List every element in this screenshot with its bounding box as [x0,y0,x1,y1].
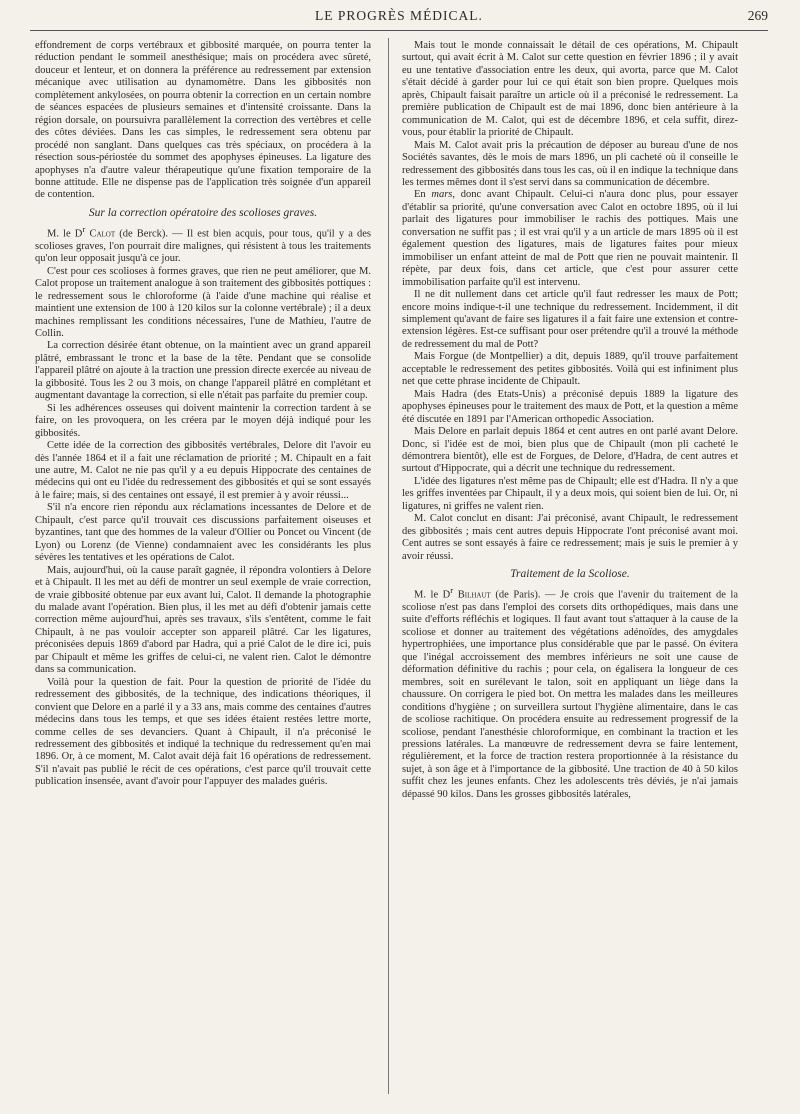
paragraph-text: (de Paris). — Je crois que l'avenir du traitement de la scoliose n'est pas dans l'emploi des corsets dits orthopédiques, mais dans une suite d'efforts réfléchis et logiques. Il faut avant tout s'attaquer à la cause de la scoliose et donner au traitement des végétations adénoïdes, des amygdales hypertrophiées, une importance plus considérable que par le passé. On évitera que l'inégal accroissement des membres inférieurs ne soit une cause de déformation définitive du rachis ; pour cela, on égalisera la longueur de ces membres, soit en surélevant le talon, soit en appliquant un liège dans la chaussure. On corrigera le pied bot. On mettra les malades dans les meilleures conditions d'hygiène ; on surveillera surtout l'hygiène alimentaire, dans le cas de scoliose rachitique. On procédera ensuite au redressement progressif de la scoliose, pendant l'anesthésie chloroformique, en combinant la traction et les pressions latérales. La manœuvre de redressement devra se faire lentement, régulièrement, et la force de traction restera proportionnée à la résistance du sujet, à son âge et à l'importance de la gibbosité. Une traction de 40 à 50 kilos suffit chez les jeunes enfants. Chez les adolescents très déviés, je n'ai jamais dépassé 90 kilos. Dans les grosses gibbosités latérales, [402,589,739,800]
paragraph-text: (de Berck). — Il est bien acquis, pour tous, qu'il y a des scolioses graves, l'on pourrait dire malignes, qui résistent à tous les traitements qu'on leur opposait jusqu'à ce jour. [35,228,372,265]
paragraph: Si les adhérences osseuses qui doivent maintenir la correction tardent à se faire, on les provoquera, on les créera par le moyen déjà indiqué pour les gibbosités. [35,402,371,439]
paragraph: M. Calot conclut en disant: J'ai préconisé, avant Chipault, le redressement des gibbosités ; mais cent autres depuis Hippocrate l'ont préconisé avant moi. Cent autres se sont essayés à faire ce redressement; mais je suis le premier à y avoir réussi. [402,513,738,562]
title-superscript: r [450,585,454,596]
paragraph: Mais M. Calot avait pris la précaution de déposer au bureau d'une de nos Sociétés savantes, dès le mois de mars 1896, un pli cacheté où il conseille le redressement des gibbosités dans tous les cas, où il en indique la technique dans les termes mêmes dont il s'est servi dans sa communication de décembre. [402,139,738,188]
paragraph-text: En [414,189,432,201]
speaker-name: Calot [89,228,116,240]
section-heading: Traitement de la Scoliose. [510,568,630,581]
paragraph [402,189,738,289]
paragraph [402,584,738,801]
paragraph: Mais Hadra (des Etats-Unis) a préconisé depuis 1889 la ligature des apophyses épineuses pour le traitement des maux de Pott, et la question a même été discutée en 1891 par l'American orthopedic Association. [402,388,738,425]
paragraph: S'il n'a encore rien répondu aux réclamations incessantes de Delore et de Chipault, c'est parce qu'il trouvait ces discussions parfaitement oiseuses et byzantines, tant que des hommes de la valeur d'Ollier ou Poncet ou Vincent (de Lyon) ou Lorenz (de Vienne) condamnaient avec les considérants les plus sévères les tentatives et les opérations de Calot. [35,502,371,564]
speaker-title: M. le D [414,589,451,601]
paragraph: Mais tout le monde connaissait le détail de ces opérations, M. Chipault surtout, qui avait écrit à M. Calot sur cette question en février 1896 ; il y avait eu une tentative d'association entre les deux, qui avorta, parce que M. Calot s'était décidé à garder pour lui ce qui était son bien propre. Quelques mois après, Chipault faisait paraître un article où il a préconisé le redressement. La première publication de Chipault est de mai 1896, donc bien antérieure à la communication de M. Calot, qui est de décembre 1896, et cela suffit, direz-vous, pour établir la priorité de Chipault. [402,40,738,139]
running-head: LE PROGRÈS MÉDICAL. [315,8,483,23]
page-header [30,8,768,31]
paragraph: Il ne dit nullement dans cet article qu'il faut redresser les maux de Pott; encore moins indique-t-il une technique du redressement. Incidemment, il dit simplement qu'avant de faire ses ligatures il a fait faire une extension et contre-extension légères. Est-ce suffisant pour oser prétendre qu'il a trouvé la méthode de redressement du mal de Pott? [402,289,738,350]
paragraph: Cette idée de la correction des gibbosités vertébrales, Delore dit l'avoir eu dès l'année 1864 et il a fait une réclamation de priorité ; M. Chipault en a fait une autre, M. Calot ne nie pas qu'il y a eu depuis Hippocrate des centaines de médecins qui ont eu l'idée du redressement des gibbosités et qui se sont essayés à le faire; mais, si des centaines ont essayé, il est premier à y avoir réussi... [35,440,371,501]
paragraph-text: , donc avant Chipault. Celui-ci n'aura donc plus, pour essayer d'établir sa priorité, qu'une conversation avec Calot en octobre 1895, où il lui parlait des ligatures pour immobiliser le rachis des pottiques. Mais une conversation ne suffit pas ; il est vrai qu'il y a un article de mars 1895 où il est également question des ligatures, mais de ligatures faites pour mieux immobiliser un enfant atteint de mal de Pott que rien ne pouvait maintenir. Il répète, par deux fois, dans cet article, que c'est pour assurer cette immobilisation parfaite qu'il est intervenu. [402,189,738,288]
paragraph [35,223,371,266]
right-column [402,40,738,801]
title-superscript: r [82,223,86,234]
paragraph: Voilà pour la question de fait. Pour la question de priorité de l'idée du redressement des gibbosités, de la technique, des indications théoriques, il convient que Delore en a parlé il y a 33 ans, mais comme des centaines d'autres médecins dans tous les temps, et que ses idées étaient restées lettre morte, comme celles de ses devanciers. Quant à Chipault, il n'a préconisé le redressement des gibbosités et indiqué la technique du redressement qu'en mai 1896. Or, à ce moment, M. Calot avait déjà fait 16 opérations de redressement. S'il n'avait pas publié le récit de ces opérations, c'est parce qu'il trouvait cette publication insensée, avant d'avoir pour l'appuyer des malades guéris. [35,676,371,788]
page-number: 269 [747,8,768,23]
paragraph: effondrement de corps vertébraux et gibbosité marquée, on pourra tenter la réduction pendant le sommeil anesthésique; mais on procédera avec sûreté, douceur et lenteur, et on donnera la préférence au redressement par extension mécanique avec utilisation au dynamomètre. Dans les gibbosités non complètement ankylosées, on pourra obtenir la correction en un certain nombre de séances espacées de plusieurs semaines et d'intensité croissante. Dans la région dorsale, on poursuivra parallèlement la correction des vertèbres et celle des côtes déviées. Dans les cas simples, le redressement sera obtenu par procédé non sanglant. Dans quelques cas très spéciaux, on procédera à la résection sous-périostée du sommet des apophyses épineuses. La ligature des apophyses n'a d'autre valeur thérapeutique qu'une fixation temporaire de la bonne attitude. Elle ne dispense pas de l'application très soignée d'un appareil de contention. [35,40,371,201]
paragraph: C'est pour ces scolioses à formes graves, que rien ne peut améliorer, que M. Calot propose un traitement analogue à son traitement des gibbosités pottiques : le redressement sous le chloroforme (à l'aide d'une machine qui réalise et maintient une extension de 100 à 120 kilos sur la colonne vertébrale) ; il a deux machines remplissant les conditions nécessaires, l'une de Mathieu, l'autre de Collin. [35,265,371,340]
paragraph: La correction désirée étant obtenue, on la maintient avec un grand appareil plâtré, embrassant le tronc et la base de la tête. Pendant que se consolide l'appareil plâtré on ajoute à la traction une pression directe exercée au niveau de la gibbosité. Tous les 2 ou 3 mois, on change l'appareil plâtré en complétant et augmentant davantage la correction, si elle n'était pas parfaite du premier coup. [35,340,371,402]
paragraph: Mais, aujourd'hui, où la cause paraît gagnée, il répondra volontiers à Delore et à Chipault. Il les met au défi de montrer un seul exemple de vraie correction, de vraie gibbosité obtenue par eux avant lui, Calot. Il demande la photographie du malade avant l'opération. Bien plus, il les met au défi d'obtenir jamais cette correction même aujourd'hui, après ses travaux, s'ils s'entêtent, comme le fait Chipault, à ne pas vouloir accepter son appareil plâtré. Car les ligatures, préconisées depuis 1869 d'abord par Hadra, qui a prié Calot de le dire ici, puis par Chipault et même les griffes de celui-ci, ne valent rien. Calot le démontre dans sa communication. [35,564,371,676]
emphasis: mars [431,189,453,201]
speaker-title: M. le D [47,228,83,240]
paragraph: Mais Forgue (de Montpellier) a dit, depuis 1889, qu'il trouve parfaitement acceptable le redressement des petites gibbosités. Voilà qui est infiniment plus net que cette phrase incidente de Chipault. [402,351,738,388]
speaker-name: Bilhaut [457,589,491,601]
section-heading: Sur la correction opératoire des scolioses graves. [88,206,318,219]
paragraph: Mais Delore en parlait depuis 1864 et cent autres en ont parlé avant Delore. Donc, si l'idée est de moi, bien plus que de Chipault (mon pli cacheté le démontrera bientôt), elle est de Forgues, de Delore, d'Hadra, de cent autres et surtout d'Hippocrate, qui a décrit une technique du redressement. [402,426,738,475]
paragraph: L'idée des ligatures n'est même pas de Chipault; elle est d'Hadra. Il n'y a que les griffes inventées par Chipault, il y a deux mois, qui soient bien de lui. Or, ni ligatures, ni griffes ne valent rien. [402,475,738,512]
column-divider [388,38,389,1094]
left-column [35,40,371,789]
